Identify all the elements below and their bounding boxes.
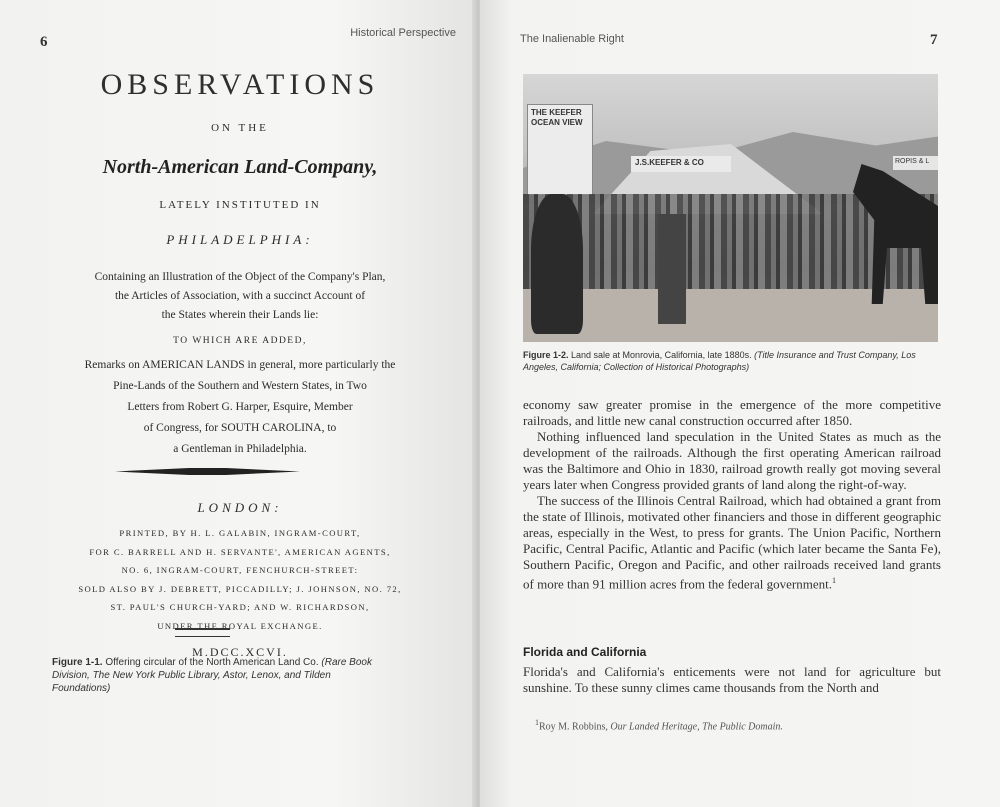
footnote-marker: 1 xyxy=(832,576,837,585)
imprint-line: PRINTED, BY H. L. GALABIN, INGRAM-COURT, xyxy=(119,528,361,538)
contents-line: the States wherein their Lands lie: xyxy=(161,309,319,321)
circular-contents xyxy=(20,268,460,325)
paragraph-text: The success of the Illinois Central Railroad, which had obtained a grant from the state of Illinois, motivated other financiers and those in different geographic areas, especially in the West, to press for grants. The Union Pacific, Northern Pacific, Central Pacific, Atlantic and Pacific (which later became the Santa Fe), Southern Pacific, Oregon and Pacific, and other railroads received land grants of more than 91 million acres from the federal government. xyxy=(523,493,941,592)
ornamental-rule xyxy=(115,468,300,475)
contents-line: Containing an Illustration of the Object of the Company's Plan, xyxy=(94,271,386,283)
circular-remarks xyxy=(20,355,460,460)
photo-right-sign-text: ROPIS & L xyxy=(895,158,930,165)
circular-to-which: TO WHICH ARE ADDED, xyxy=(173,336,307,346)
circular-company-name: North-American Land-Company, xyxy=(102,156,378,178)
page-number: 6 xyxy=(40,34,48,50)
photo-woman xyxy=(531,194,583,334)
imprint-line: FOR C. BARRELL AND H. SERVANTE', AMERICAN AGENTS, xyxy=(89,546,391,557)
contents-line: the Articles of Association, with a succinct Account of xyxy=(114,290,366,302)
remarks-line: Pine-Lands of the Southern and Western States, in Two xyxy=(113,380,367,392)
circular-title: OBSERVATIONS xyxy=(100,68,380,101)
figure-label: Figure 1-1. xyxy=(52,657,103,668)
circular-imprint xyxy=(20,524,460,635)
running-head: The Inalienable Right xyxy=(520,33,624,45)
remarks-line: Remarks on AMERICAN LANDS in general, more particularly the xyxy=(84,359,396,371)
section-heading: Florida and California xyxy=(523,645,647,659)
page-number: 7 xyxy=(930,32,938,48)
paragraph: Nothing influenced land speculation in the United States as much as the development of the railroads. Although the first operating American railroad was the Baltimore and Ohio in 1830, railroad growth really got moving several years later when Congress provided grants of land along the right-of-way. xyxy=(523,429,941,492)
running-head: Historical Perspective xyxy=(350,27,456,39)
figure-source: (Title Insurance and Trust Company, Los Angeles, California; Collection of Historical Photographs) xyxy=(523,350,916,372)
left-page xyxy=(0,0,476,807)
circular-london: LONDON: xyxy=(197,500,283,515)
figure-source: (Rare Book Division, The New York Public Library, Astor, Lenox, and Tilden Foundations) xyxy=(52,657,372,694)
photo-sign-text: THE KEEFER OCEAN VIEW xyxy=(531,108,583,127)
footnote-author: Roy M. Robbins, xyxy=(539,721,611,733)
photo-boy xyxy=(658,214,686,324)
circular-year: M.DCC.XCVI. xyxy=(192,645,288,659)
footnote-number: 1 xyxy=(535,718,539,727)
photo-store-sign-text: J.S.KEEFER & CO xyxy=(635,158,704,167)
imprint-line: UNDER THE ROYAL EXCHANGE. xyxy=(157,620,323,631)
remarks-line: a Gentleman in Philadelphia. xyxy=(173,443,307,455)
remarks-line: Letters from Robert G. Harper, Esquire, Member xyxy=(127,401,353,413)
circular-on-the: ON THE xyxy=(211,122,269,134)
land-sale-photo xyxy=(523,74,938,342)
figure-caption xyxy=(52,656,382,695)
paragraph: economy saw greater promise in the emergence of the more competitive railroads, and little new canal construction occurred after 1850. xyxy=(523,397,941,428)
body-text xyxy=(523,397,941,592)
section-text: Florida's and California's enticements were not land for agriculture but sunshine. To these sunny climes came thousands from the North and xyxy=(523,664,941,695)
figure-text: Offering circular of the North American Land Co. xyxy=(102,657,322,668)
circular-lately: LATELY INSTITUTED IN xyxy=(159,199,321,211)
right-page xyxy=(480,0,1000,807)
imprint-line: SOLD ALSO BY J. DEBRETT, PICCADILLY; J. JOHNSON, NO. 72, xyxy=(78,583,402,594)
imprint-line: NO. 6, INGRAM-COURT, FENCHURCH-STREET: xyxy=(121,565,359,575)
imprint-line: ST. PAUL'S CHURCH-YARD; AND W. RICHARDSON, xyxy=(110,602,370,612)
figure-label: Figure 1-2. xyxy=(523,350,569,360)
footnote xyxy=(535,718,783,732)
remarks-line: of Congress, for SOUTH CAROLINA, to xyxy=(143,422,337,434)
footnote-works: Our Landed Heritage, The Public Domain. xyxy=(610,721,783,733)
double-rule xyxy=(175,628,230,637)
figure-text: Land sale at Monrovia, California, late 1880s. xyxy=(568,350,755,360)
circular-city: PHILADELPHIA: xyxy=(166,232,314,247)
paragraph xyxy=(523,493,941,592)
figure-caption xyxy=(523,349,943,373)
